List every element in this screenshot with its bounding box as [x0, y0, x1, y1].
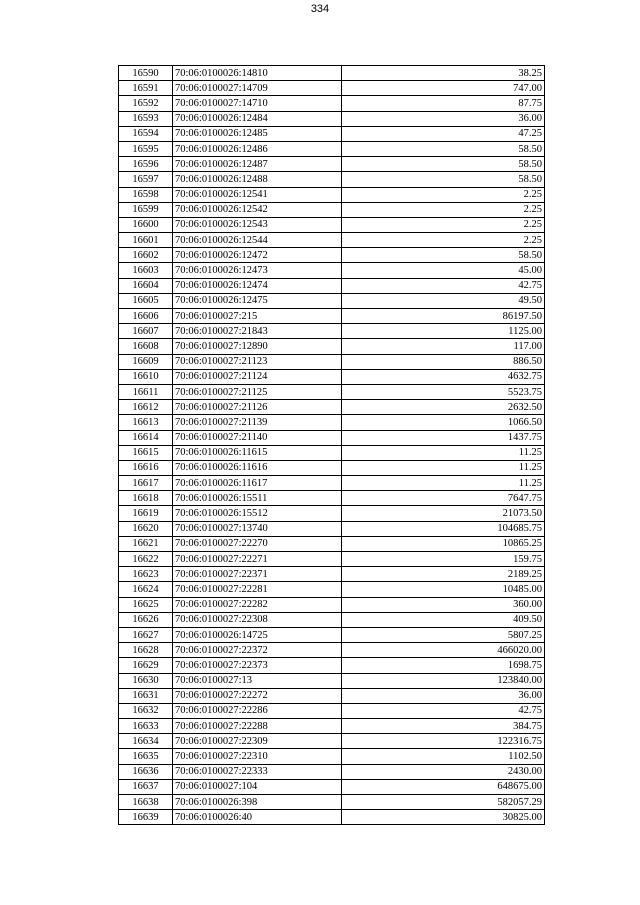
- cadastral-number-cell: 70:06:0100027:14710: [173, 96, 342, 111]
- table-row: [119, 795, 545, 810]
- cadastral-number-cell: 70:06:0100027:21123: [173, 354, 342, 369]
- table-row: [119, 111, 545, 126]
- row-number-cell: 16604: [119, 278, 173, 293]
- row-number-cell: 16609: [119, 354, 173, 369]
- row-number-cell: 16634: [119, 734, 173, 749]
- cadastral-number-cell: 70:06:0100026:12487: [173, 157, 342, 172]
- registry-table-body: [119, 66, 545, 825]
- table-row: [119, 567, 545, 582]
- row-number-cell: 16593: [119, 111, 173, 126]
- page-number: 334: [310, 3, 330, 15]
- value-cell: 1102.50: [342, 749, 545, 764]
- table-row: [119, 734, 545, 749]
- cadastral-number-cell: 70:06:0100026:15512: [173, 506, 342, 521]
- row-number-cell: 16631: [119, 688, 173, 703]
- cadastral-number-cell: 70:06:0100027:22282: [173, 597, 342, 612]
- cadastral-number-cell: 70:06:0100027:104: [173, 779, 342, 794]
- cadastral-number-cell: 70:06:0100027:13740: [173, 521, 342, 536]
- value-cell: 7647.75: [342, 491, 545, 506]
- value-cell: 45.00: [342, 263, 545, 278]
- cadastral-number-cell: 70:06:0100027:21124: [173, 369, 342, 384]
- row-number-cell: 16594: [119, 126, 173, 141]
- cadastral-number-cell: 70:06:0100026:12472: [173, 248, 342, 263]
- value-cell: 36.00: [342, 688, 545, 703]
- table-row: [119, 703, 545, 718]
- value-cell: 42.75: [342, 278, 545, 293]
- table-row: [119, 719, 545, 734]
- cadastral-number-cell: 70:06:0100027:22288: [173, 719, 342, 734]
- cadastral-number-cell: 70:06:0100026:11615: [173, 445, 342, 460]
- value-cell: 4632.75: [342, 369, 545, 384]
- row-number-cell: 16612: [119, 400, 173, 415]
- table-row: [119, 324, 545, 339]
- cadastral-number-cell: 70:06:0100026:11617: [173, 476, 342, 491]
- value-cell: 747.00: [342, 81, 545, 96]
- cadastral-number-cell: 70:06:0100027:22333: [173, 764, 342, 779]
- cadastral-number-cell: 70:06:0100026:12485: [173, 126, 342, 141]
- table-row: [119, 491, 545, 506]
- value-cell: 1437.75: [342, 430, 545, 445]
- table-row: [119, 445, 545, 460]
- row-number-cell: 16635: [119, 749, 173, 764]
- row-number-cell: 16621: [119, 536, 173, 551]
- table-row: [119, 627, 545, 642]
- cadastral-number-cell: 70:06:0100026:15511: [173, 491, 342, 506]
- value-cell: 2.25: [342, 202, 545, 217]
- table-row: [119, 278, 545, 293]
- row-number-cell: 16602: [119, 248, 173, 263]
- row-number-cell: 16624: [119, 582, 173, 597]
- cadastral-number-cell: 70:06:0100026:12488: [173, 172, 342, 187]
- value-cell: 10485.00: [342, 582, 545, 597]
- cadastral-number-cell: 70:06:0100026:12541: [173, 187, 342, 202]
- value-cell: 5523.75: [342, 384, 545, 399]
- table-row: [119, 202, 545, 217]
- row-number-cell: 16607: [119, 324, 173, 339]
- value-cell: 466020.00: [342, 643, 545, 658]
- cadastral-number-cell: 70:06:0100026:12484: [173, 111, 342, 126]
- cadastral-number-cell: 70:06:0100026:14725: [173, 627, 342, 642]
- row-number-cell: 16628: [119, 643, 173, 658]
- cadastral-number-cell: 70:06:0100026:12475: [173, 293, 342, 308]
- row-number-cell: 16636: [119, 764, 173, 779]
- cadastral-number-cell: 70:06:0100027:22281: [173, 582, 342, 597]
- table-row: [119, 810, 545, 825]
- table-row: [119, 96, 545, 111]
- cadastral-number-cell: 70:06:0100027:13: [173, 673, 342, 688]
- cadastral-number-cell: 70:06:0100026:11616: [173, 460, 342, 475]
- cadastral-number-cell: 70:06:0100027:22286: [173, 703, 342, 718]
- cadastral-number-cell: 70:06:0100026:12474: [173, 278, 342, 293]
- row-number-cell: 16630: [119, 673, 173, 688]
- row-number-cell: 16623: [119, 567, 173, 582]
- cadastral-number-cell: 70:06:0100027:22310: [173, 749, 342, 764]
- row-number-cell: 16614: [119, 430, 173, 445]
- table-row: [119, 187, 545, 202]
- value-cell: 1698.75: [342, 658, 545, 673]
- table-row: [119, 536, 545, 551]
- table-row: [119, 415, 545, 430]
- row-number-cell: 16633: [119, 719, 173, 734]
- value-cell: 10865.25: [342, 536, 545, 551]
- value-cell: 2.25: [342, 217, 545, 232]
- row-number-cell: 16591: [119, 81, 173, 96]
- cadastral-number-cell: 70:06:0100027:22309: [173, 734, 342, 749]
- row-number-cell: 16625: [119, 597, 173, 612]
- value-cell: 159.75: [342, 552, 545, 567]
- table-row: [119, 400, 545, 415]
- table-row: [119, 126, 545, 141]
- cadastral-number-cell: 70:06:0100027:22308: [173, 612, 342, 627]
- table-row: [119, 612, 545, 627]
- value-cell: 5807.25: [342, 627, 545, 642]
- cadastral-number-cell: 70:06:0100027:22371: [173, 567, 342, 582]
- table-row: [119, 384, 545, 399]
- table-row: [119, 81, 545, 96]
- cadastral-number-cell: 70:06:0100027:215: [173, 309, 342, 324]
- value-cell: 49.50: [342, 293, 545, 308]
- row-number-cell: 16599: [119, 202, 173, 217]
- table-row: [119, 476, 545, 491]
- row-number-cell: 16626: [119, 612, 173, 627]
- table-row: [119, 597, 545, 612]
- cadastral-number-cell: 70:06:0100027:22270: [173, 536, 342, 551]
- cadastral-number-cell: 70:06:0100027:22271: [173, 552, 342, 567]
- cadastral-number-cell: 70:06:0100026:12544: [173, 233, 342, 248]
- value-cell: 21073.50: [342, 506, 545, 521]
- value-cell: 384.75: [342, 719, 545, 734]
- cadastral-number-cell: 70:06:0100026:12473: [173, 263, 342, 278]
- value-cell: 2.25: [342, 187, 545, 202]
- row-number-cell: 16601: [119, 233, 173, 248]
- table-row: [119, 552, 545, 567]
- registry-table: [118, 65, 545, 825]
- value-cell: 86197.50: [342, 309, 545, 324]
- cadastral-number-cell: 70:06:0100027:14709: [173, 81, 342, 96]
- row-number-cell: 16629: [119, 658, 173, 673]
- table-row: [119, 293, 545, 308]
- row-number-cell: 16638: [119, 795, 173, 810]
- row-number-cell: 16608: [119, 339, 173, 354]
- row-number-cell: 16639: [119, 810, 173, 825]
- value-cell: 117.00: [342, 339, 545, 354]
- value-cell: 2430.00: [342, 764, 545, 779]
- value-cell: 360.00: [342, 597, 545, 612]
- value-cell: 38.25: [342, 66, 545, 81]
- table-row: [119, 157, 545, 172]
- row-number-cell: 16606: [119, 309, 173, 324]
- value-cell: 1066.50: [342, 415, 545, 430]
- value-cell: 2632.50: [342, 400, 545, 415]
- value-cell: 36.00: [342, 111, 545, 126]
- value-cell: 104685.75: [342, 521, 545, 536]
- value-cell: 409.50: [342, 612, 545, 627]
- table-row: [119, 779, 545, 794]
- value-cell: 11.25: [342, 445, 545, 460]
- row-number-cell: 16600: [119, 217, 173, 232]
- table-row: [119, 248, 545, 263]
- row-number-cell: 16632: [119, 703, 173, 718]
- table-row: [119, 66, 545, 81]
- table-row: [119, 749, 545, 764]
- table-row: [119, 673, 545, 688]
- cadastral-number-cell: 70:06:0100027:21843: [173, 324, 342, 339]
- cadastral-number-cell: 70:06:0100027:21139: [173, 415, 342, 430]
- row-number-cell: 16610: [119, 369, 173, 384]
- cadastral-number-cell: 70:06:0100027:22372: [173, 643, 342, 658]
- row-number-cell: 16598: [119, 187, 173, 202]
- table-row: [119, 688, 545, 703]
- cadastral-number-cell: 70:06:0100027:22373: [173, 658, 342, 673]
- row-number-cell: 16622: [119, 552, 173, 567]
- row-number-cell: 16620: [119, 521, 173, 536]
- value-cell: 11.25: [342, 460, 545, 475]
- value-cell: 2.25: [342, 233, 545, 248]
- row-number-cell: 16611: [119, 384, 173, 399]
- cadastral-number-cell: 70:06:0100026:40: [173, 810, 342, 825]
- value-cell: 30825.00: [342, 810, 545, 825]
- value-cell: 58.50: [342, 172, 545, 187]
- table-row: [119, 430, 545, 445]
- value-cell: 58.50: [342, 157, 545, 172]
- row-number-cell: 16590: [119, 66, 173, 81]
- row-number-cell: 16613: [119, 415, 173, 430]
- value-cell: 123840.00: [342, 673, 545, 688]
- cadastral-number-cell: 70:06:0100026:398: [173, 795, 342, 810]
- row-number-cell: 16603: [119, 263, 173, 278]
- value-cell: 58.50: [342, 141, 545, 156]
- row-number-cell: 16592: [119, 96, 173, 111]
- value-cell: 11.25: [342, 476, 545, 491]
- table-row: [119, 369, 545, 384]
- row-number-cell: 16617: [119, 476, 173, 491]
- table-row: [119, 141, 545, 156]
- value-cell: 1125.00: [342, 324, 545, 339]
- cadastral-number-cell: 70:06:0100026:12542: [173, 202, 342, 217]
- row-number-cell: 16616: [119, 460, 173, 475]
- table-row: [119, 521, 545, 536]
- row-number-cell: 16627: [119, 627, 173, 642]
- cadastral-number-cell: 70:06:0100026:14810: [173, 66, 342, 81]
- value-cell: 648675.00: [342, 779, 545, 794]
- row-number-cell: 16595: [119, 141, 173, 156]
- row-number-cell: 16637: [119, 779, 173, 794]
- table-row: [119, 233, 545, 248]
- cadastral-number-cell: 70:06:0100027:22272: [173, 688, 342, 703]
- table-row: [119, 460, 545, 475]
- table-row: [119, 354, 545, 369]
- value-cell: 122316.75: [342, 734, 545, 749]
- cadastral-number-cell: 70:06:0100027:21140: [173, 430, 342, 445]
- row-number-cell: 16605: [119, 293, 173, 308]
- value-cell: 886.50: [342, 354, 545, 369]
- row-number-cell: 16615: [119, 445, 173, 460]
- table-row: [119, 263, 545, 278]
- cadastral-number-cell: 70:06:0100026:12486: [173, 141, 342, 156]
- row-number-cell: 16619: [119, 506, 173, 521]
- table-row: [119, 764, 545, 779]
- value-cell: 582057.29: [342, 795, 545, 810]
- cadastral-number-cell: 70:06:0100027:12890: [173, 339, 342, 354]
- table-row: [119, 506, 545, 521]
- table-row: [119, 172, 545, 187]
- table-row: [119, 339, 545, 354]
- row-number-cell: 16596: [119, 157, 173, 172]
- table-row: [119, 643, 545, 658]
- value-cell: 42.75: [342, 703, 545, 718]
- table-row: [119, 582, 545, 597]
- cadastral-number-cell: 70:06:0100027:21125: [173, 384, 342, 399]
- cadastral-number-cell: 70:06:0100027:21126: [173, 400, 342, 415]
- row-number-cell: 16618: [119, 491, 173, 506]
- row-number-cell: 16597: [119, 172, 173, 187]
- cadastral-number-cell: 70:06:0100026:12543: [173, 217, 342, 232]
- value-cell: 58.50: [342, 248, 545, 263]
- table-row: [119, 309, 545, 324]
- value-cell: 47.25: [342, 126, 545, 141]
- value-cell: 87.75: [342, 96, 545, 111]
- table-row: [119, 658, 545, 673]
- value-cell: 2189.25: [342, 567, 545, 582]
- table-row: [119, 217, 545, 232]
